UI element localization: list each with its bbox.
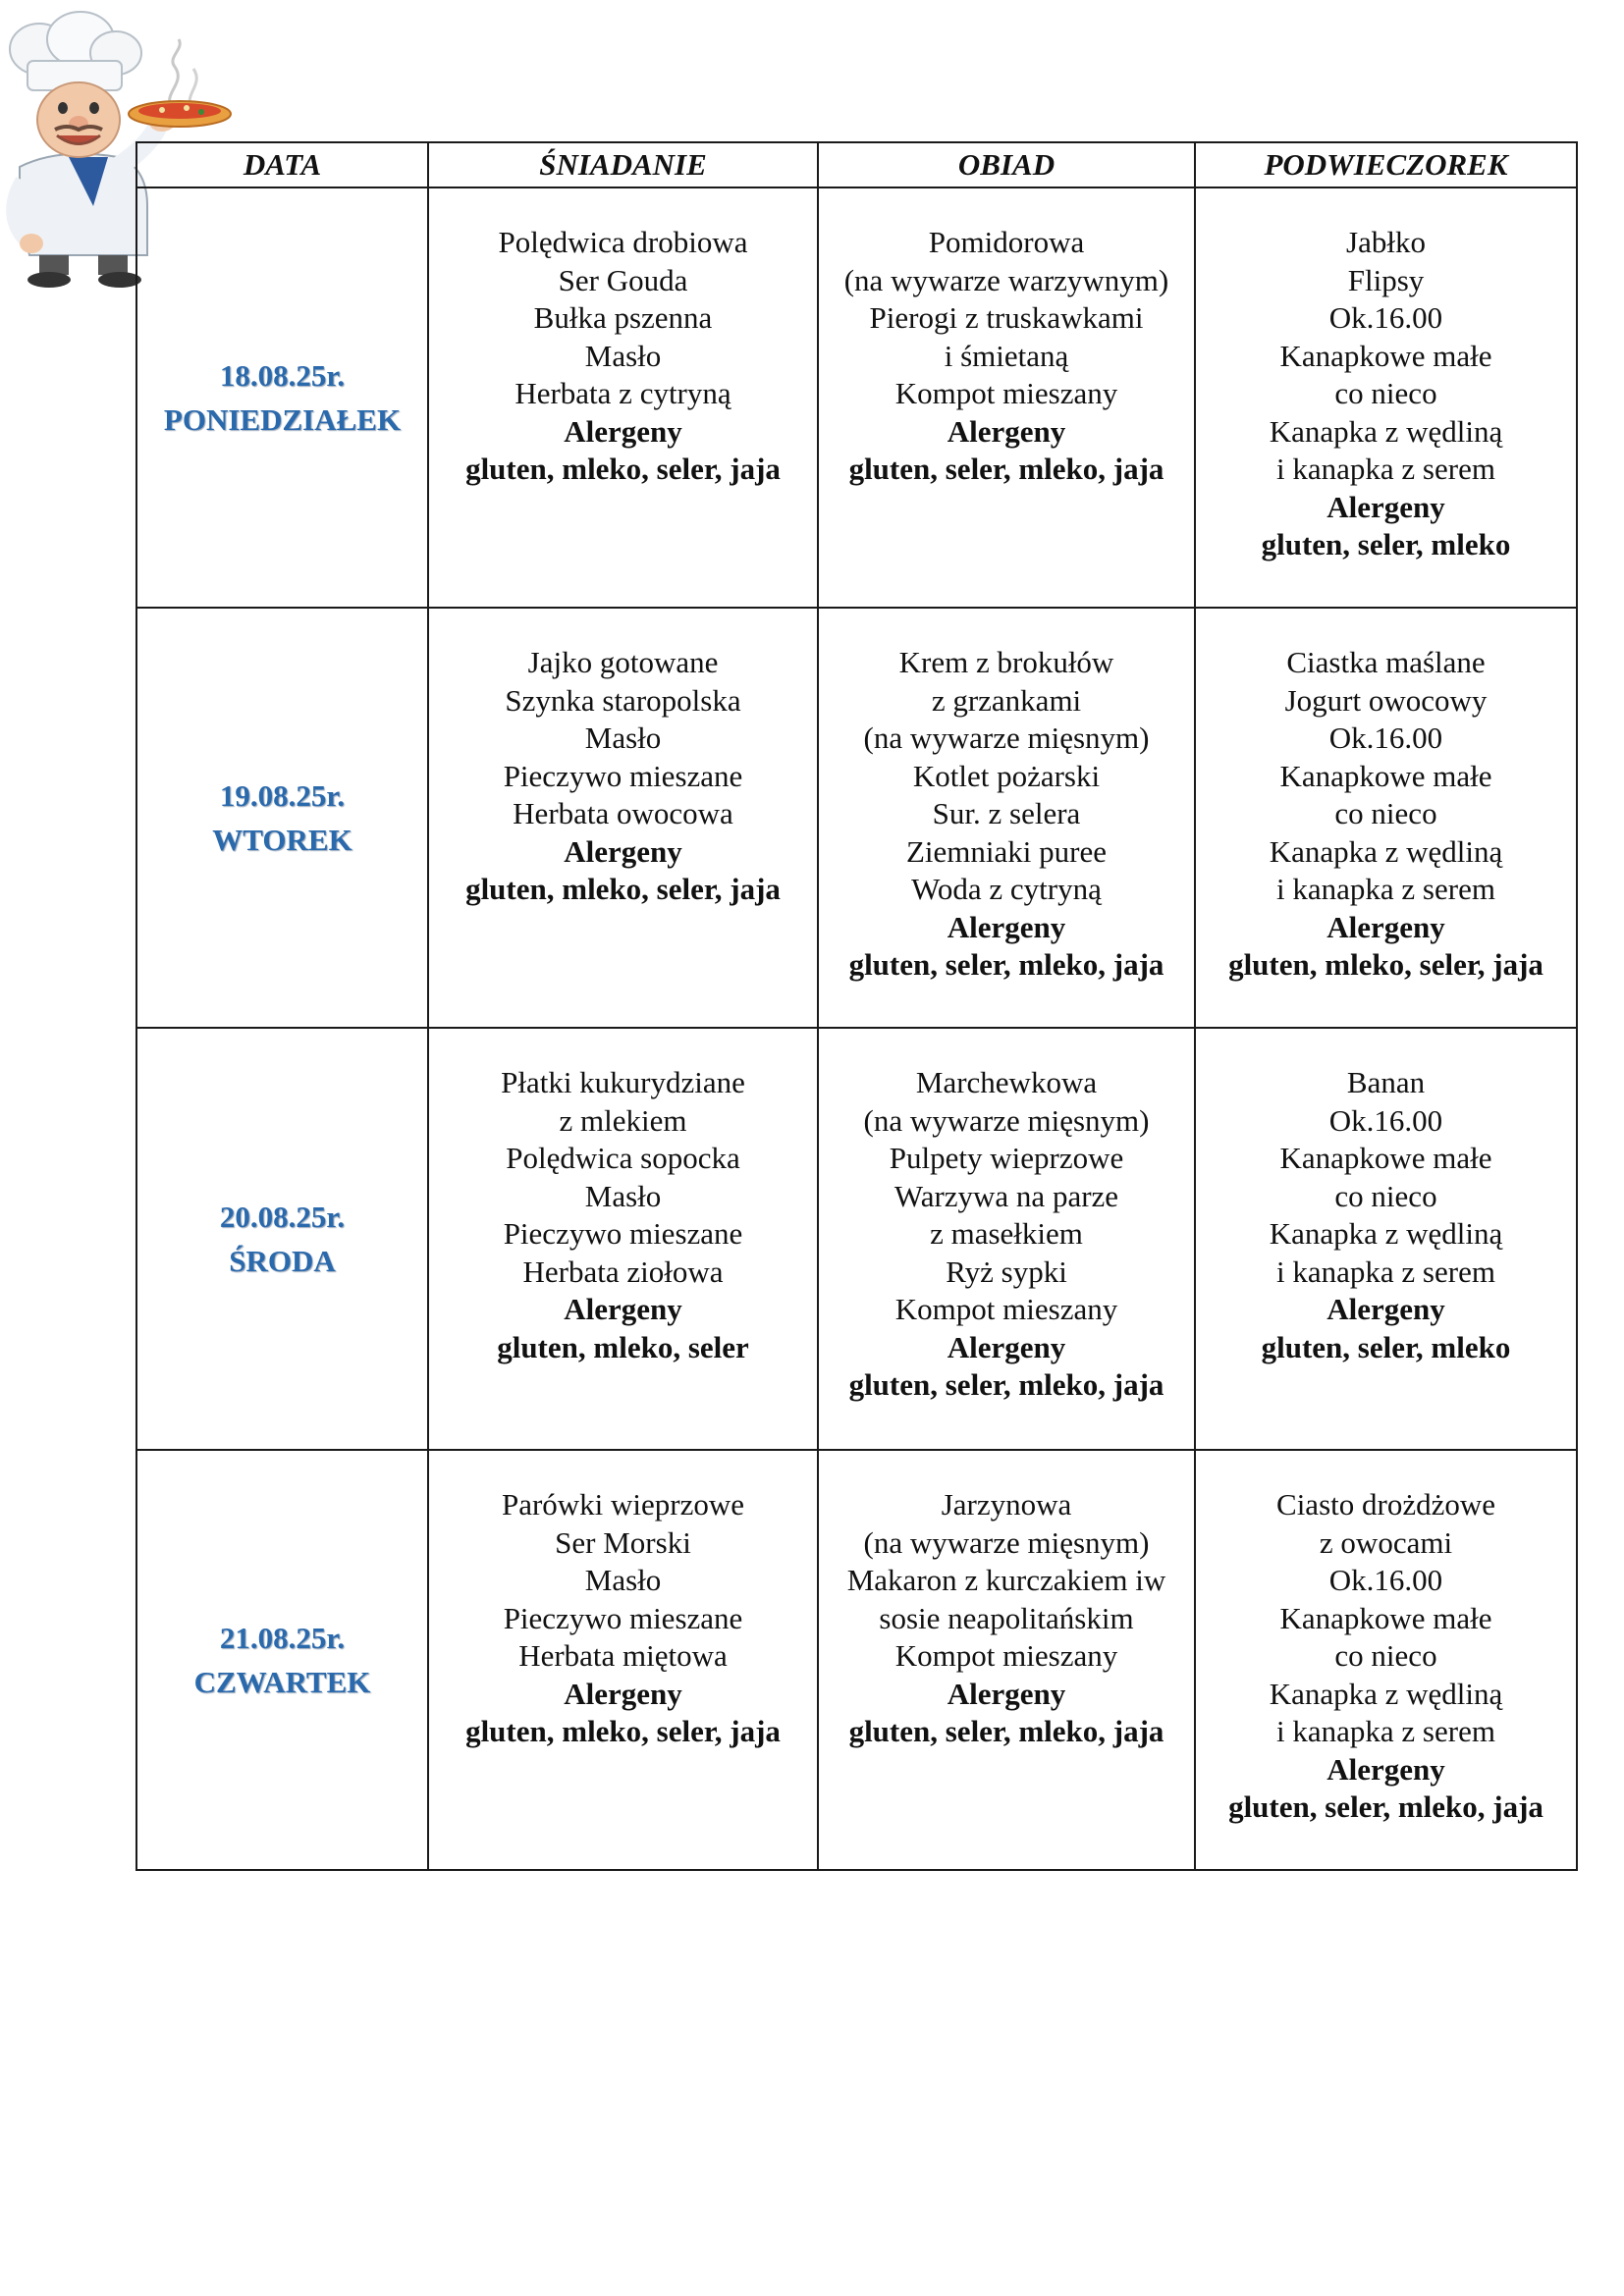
table-row [136, 1028, 1577, 1450]
menu-item: co nieco [1334, 376, 1437, 410]
menu-item: Herbata miętowa [518, 1638, 728, 1673]
menu-item: Jarzynowa [941, 1487, 1072, 1522]
date-text: 21.08.25r. [219, 1621, 346, 1655]
allergen-list: gluten, seler, mleko, jaja [848, 452, 1164, 486]
allergen-title: Alergeny [947, 413, 1066, 449]
menu-item: z masełkiem [930, 1216, 1083, 1251]
menu-item: Masło [584, 721, 662, 755]
menu-item: Kompot mieszany [894, 1638, 1118, 1673]
menu-item: Krem z brokułów [898, 645, 1114, 679]
menu-item: Pieczywo mieszane [503, 758, 743, 793]
menu-item: sosie neapolitańskim [879, 1600, 1134, 1635]
menu-item: Herbata owocowa [513, 796, 733, 830]
menu-item: Banan [1346, 1065, 1426, 1099]
snack-cell [1195, 1028, 1577, 1450]
breakfast-cell [428, 1028, 818, 1450]
menu-item: Ryż sypki [946, 1254, 1067, 1289]
menu-item: Ok.16.00 [1328, 300, 1443, 335]
menu-item: Kanapkowe małe [1279, 1141, 1492, 1175]
menu-item: co nieco [1334, 796, 1437, 830]
menu-item: Woda z cytryną [911, 872, 1102, 906]
menu-item: Kanapka z wędliną [1269, 1676, 1503, 1711]
allergen-title: Alergeny [1326, 489, 1445, 524]
menu-item: Ok.16.00 [1328, 1102, 1443, 1138]
menu-item: co nieco [1334, 1638, 1437, 1673]
table-row [136, 608, 1577, 1028]
allergen-title: Alergeny [947, 1329, 1066, 1364]
menu-item: Pulpety wieprzowe [889, 1141, 1124, 1175]
menu-item: Pieczywo mieszane [503, 1600, 743, 1635]
menu-item: (na wywarze warzywnym) [843, 262, 1169, 297]
allergen-list: gluten, seler, mleko [1261, 1329, 1511, 1364]
menu-item: z owocami [1319, 1524, 1453, 1560]
menu-item: (na wywarze mięsnym) [863, 721, 1150, 755]
menu-item: Pomidorowa [928, 225, 1085, 259]
menu-item: Marchewkowa [915, 1065, 1098, 1099]
allergen-list: gluten, seler, mleko, jaja [1228, 1789, 1543, 1824]
menu-item: Płatki kukurydziane [501, 1065, 745, 1099]
date-text: 18.08.25r. [219, 358, 346, 393]
allergen-title: Alergeny [947, 909, 1066, 944]
header-snack: PODWIECZOREK [1195, 142, 1577, 187]
allergen-list: gluten, mleko, seler, jaja [465, 452, 781, 486]
menu-item: Kanapkowe małe [1279, 338, 1492, 373]
menu-item: Kanapka z wędliną [1269, 1216, 1503, 1251]
allergen-list: gluten, seler, mleko, jaja [848, 1714, 1164, 1748]
header-date: DATA [136, 142, 428, 187]
menu-item: Ciasto drożdżowe [1276, 1487, 1495, 1522]
breakfast-cell [428, 187, 818, 608]
menu-item: co nieco [1334, 1178, 1437, 1213]
menu-item: Kotlet pożarski [912, 758, 1101, 793]
menu-item: Warzywa na parze [893, 1178, 1119, 1213]
allergen-title: Alergeny [947, 1676, 1066, 1711]
menu-item: (na wywarze mięsnym) [863, 1102, 1150, 1138]
menu-item: Jajko gotowane [527, 645, 719, 679]
snack-cell [1195, 1450, 1577, 1870]
date-text: 20.08.25r. [219, 1200, 346, 1234]
date-cell [136, 187, 428, 608]
allergen-list: gluten, mleko, seler, jaja [465, 1714, 781, 1748]
menu-item: Pierogi z truskawkami [869, 300, 1144, 335]
allergen-title: Alergeny [564, 1676, 682, 1711]
allergen-title: Alergeny [564, 413, 682, 449]
date-cell [136, 608, 428, 1028]
menu-item: i śmietaną [944, 338, 1069, 373]
menu-item: Kompot mieszany [894, 1292, 1118, 1326]
menu-item: Ok.16.00 [1328, 1563, 1443, 1597]
menu-item: Makaron z kurczakiem iw [846, 1563, 1166, 1597]
menu-item: Herbata ziołowa [522, 1254, 724, 1289]
header-breakfast: ŚNIADANIE [428, 142, 818, 187]
allergen-list: gluten, seler, mleko, jaja [848, 947, 1164, 982]
breakfast-cell [428, 1450, 818, 1870]
menu-item: Ser Morski [555, 1524, 691, 1560]
snack-cell [1195, 608, 1577, 1028]
menu-item: Ciastka maślane [1286, 645, 1486, 679]
menu-item: Szynka staropolska [505, 682, 741, 718]
menu-item: Kompot mieszany [894, 376, 1118, 410]
allergen-list: gluten, mleko, seler [497, 1329, 749, 1364]
date-text: 19.08.25r. [219, 778, 346, 813]
day-text: CZWARTEK [193, 1665, 371, 1699]
menu-item: z mlekiem [559, 1102, 687, 1138]
lunch-cell [818, 1450, 1195, 1870]
date-cell [136, 1028, 428, 1450]
menu-item: Polędwica drobiowa [498, 225, 748, 259]
allergen-list: gluten, mleko, seler, jaja [465, 872, 781, 906]
table-row [136, 1450, 1577, 1870]
menu-item: Kanapka z wędliną [1269, 413, 1503, 449]
menu-item: Jogurt owocowy [1284, 682, 1488, 718]
day-text: WTOREK [212, 823, 352, 857]
allergen-title: Alergeny [1326, 1751, 1445, 1787]
allergen-title: Alergeny [564, 1292, 682, 1326]
menu-item: (na wywarze mięsnym) [863, 1524, 1150, 1560]
menu-item: Pieczywo mieszane [503, 1216, 743, 1251]
menu-item: Herbata z cytryną [514, 376, 731, 410]
table-row [136, 187, 1577, 608]
allergen-list: gluten, mleko, seler, jaja [1228, 947, 1543, 982]
date-cell [136, 1450, 428, 1870]
menu-item: Parówki wieprzowe [501, 1487, 745, 1522]
allergen-list: gluten, seler, mleko, jaja [848, 1367, 1164, 1402]
snack-cell [1195, 187, 1577, 608]
allergen-title: Alergeny [564, 833, 682, 869]
day-text: ŚRODA [229, 1244, 336, 1278]
menu-item: Ziemniaki puree [906, 833, 1107, 869]
menu-item: i kanapka z serem [1276, 872, 1495, 906]
allergen-list: gluten, seler, mleko [1261, 527, 1511, 561]
lunch-cell [818, 187, 1195, 608]
lunch-cell [818, 1028, 1195, 1450]
menu-item: z grzankami [931, 682, 1082, 718]
menu-item: Masło [584, 1563, 662, 1597]
menu-item: Kanapka z wędliną [1269, 833, 1503, 869]
menu-item: Masło [584, 1178, 662, 1213]
breakfast-cell [428, 608, 818, 1028]
menu-item: i kanapka z serem [1276, 452, 1495, 486]
menu-item: Ser Gouda [558, 262, 688, 297]
menu-item: Masło [584, 338, 662, 373]
menu-item: Bułka pszenna [533, 300, 713, 335]
menu-item: Sur. z selera [932, 796, 1081, 830]
header-row [136, 142, 1577, 187]
menu-table [135, 141, 1578, 1871]
menu-item: Polędwica sopocka [506, 1141, 740, 1175]
allergen-title: Alergeny [1326, 1292, 1445, 1326]
menu-item: i kanapka z serem [1276, 1254, 1495, 1289]
menu-item: Ok.16.00 [1328, 721, 1443, 755]
menu-item: Jabłko [1346, 225, 1426, 259]
header-lunch: OBIAD [818, 142, 1195, 187]
menu-item: Kanapkowe małe [1279, 1600, 1492, 1635]
lunch-cell [818, 608, 1195, 1028]
menu-item: Kanapkowe małe [1279, 758, 1492, 793]
allergen-title: Alergeny [1326, 909, 1445, 944]
menu-item: i kanapka z serem [1276, 1714, 1495, 1748]
day-text: PONIEDZIAŁEK [163, 402, 402, 437]
menu-item: Flipsy [1347, 262, 1425, 297]
